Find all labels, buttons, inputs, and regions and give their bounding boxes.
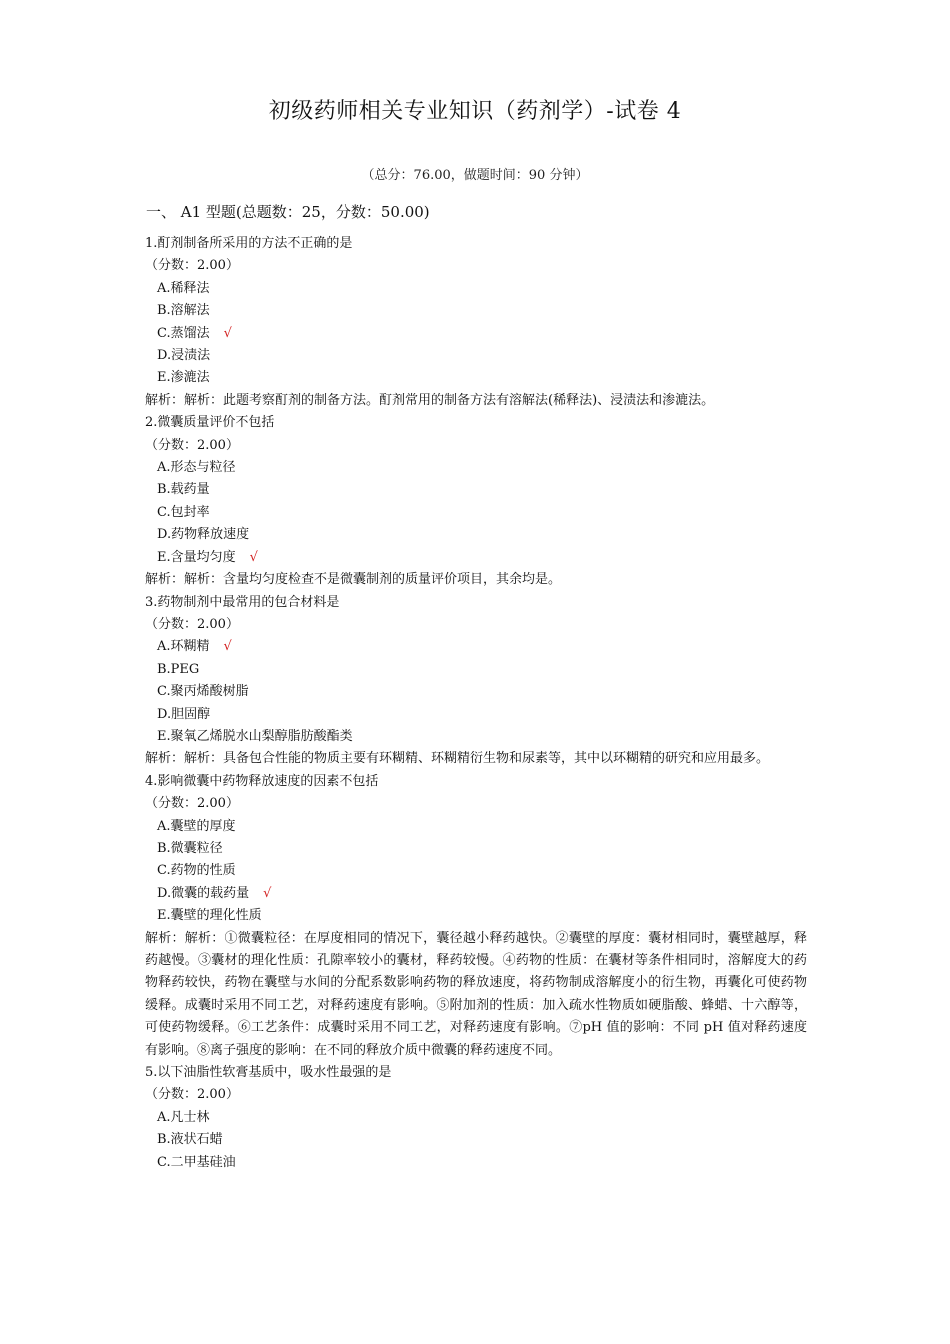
option-text: A.形态与粒径 [157, 460, 236, 476]
option-item [145, 345, 807, 367]
option-item [145, 659, 807, 681]
option-item [145, 636, 807, 658]
question-analysis: 解析：解析：①微囊粒径：在厚度相同的情况下，囊径越小释药越快。②囊壁的厚度：囊材相同时，囊壁越厚，释药越慢。③囊材的理化性质：孔隙率较小的囊材，释药较慢。④药物的性质：在囊材等条件相同时，溶解度大的药物释药较快，药物在囊壁与水间的分配系数影响药物的释放速度，将药物制成溶解度小的衍生物，再囊化可使药物缓释。成囊时采用不同工艺，对释药速度有影响。⑤附加剂的性质：加入疏水性物质如硬脂酸、蜂蜡、十六醇等，可使药物缓释。⑥工艺条件：成囊时采用不同工艺，对释药速度有影响。⑦pH 值的影响：不同 pH 值对释药速度有影响。⑧离子强度的影响：在不同的释放介质中微囊的释药速度不同。 [145, 930, 807, 1058]
option-item [145, 726, 807, 748]
option-item [145, 681, 807, 703]
option-text: A.凡士林 [157, 1109, 210, 1125]
correct-check-icon: √ [249, 549, 258, 565]
option-item [145, 1107, 807, 1129]
option-item [145, 300, 807, 322]
question-score: （分数：2.00） [145, 616, 239, 632]
question-block [145, 771, 807, 1062]
question-stem: 2.微囊质量评价不包括 [145, 415, 275, 431]
question-block [145, 592, 807, 771]
question-score: （分数：2.00） [145, 796, 239, 812]
page-title: 初级药师相关专业知识（药剂学）-试卷 4 [268, 99, 682, 124]
option-text: B.载药量 [157, 482, 210, 498]
option-text: C.蒸馏法 [157, 325, 210, 341]
question-score: （分数：2.00） [145, 437, 239, 453]
question-stem: 1.酊剂制备所采用的方法不正确的是 [145, 236, 353, 251]
question-analysis: 解析：解析：含量均匀度检查不是微囊制剂的质量评价项目，其余均是。 [145, 572, 562, 588]
option-item [145, 479, 807, 501]
question-block [145, 1062, 807, 1174]
option-text: D.微囊的载药量 [157, 885, 250, 901]
exam-meta: （总分：76.00，做题时间：90 分钟） [361, 168, 589, 183]
question-analysis: 解析：解析：具备包合性能的物质主要有环糊精、环糊精衍生物和尿素等，其中以环糊精的研究和应用最多。 [145, 751, 770, 767]
option-item [145, 323, 807, 345]
option-text: C.药物的性质 [157, 863, 236, 879]
question-block [145, 233, 807, 412]
option-text: C.二甲基硅油 [157, 1154, 236, 1170]
correct-check-icon: √ [223, 325, 232, 341]
option-text: E.渗漉法 [157, 370, 210, 386]
option-text: B.微囊粒径 [157, 840, 223, 856]
option-text: A.稀释法 [157, 280, 210, 296]
option-text: C.聚丙烯酸树脂 [157, 684, 249, 700]
option-text: B.PEG [157, 661, 200, 677]
option-text: C.包封率 [157, 504, 210, 520]
option-item [145, 816, 807, 838]
option-item [145, 905, 807, 927]
option-item [145, 367, 807, 389]
option-text: E.含量均匀度 [157, 549, 236, 565]
option-text: B.液状石蜡 [157, 1132, 223, 1148]
correct-check-icon: √ [263, 885, 272, 901]
question-stem: 3.药物制剂中最常用的包合材料是 [145, 594, 340, 610]
option-item [145, 524, 807, 546]
option-text: A.环糊精 [157, 639, 210, 655]
question-score: （分数：2.00） [145, 1087, 239, 1103]
question-stem: 4.影响微囊中药物释放速度的因素不包括 [145, 773, 379, 789]
option-text: B.溶解法 [157, 303, 210, 319]
question-score: （分数：2.00） [145, 258, 239, 274]
option-item [145, 1129, 807, 1151]
option-item [145, 704, 807, 726]
option-text: D.药物释放速度 [157, 527, 250, 543]
option-item [145, 547, 807, 569]
option-text: A.囊壁的厚度 [157, 818, 236, 834]
option-text: E.囊壁的理化性质 [157, 908, 262, 924]
question-list [145, 233, 807, 1174]
option-item [145, 457, 807, 479]
option-text: E.聚氧乙烯脱水山梨醇脂肪酸酯类 [157, 728, 353, 744]
question-analysis: 解析：解析：此题考察酊剂的制备方法。酊剂常用的制备方法有溶解法(稀释法)、浸渍法和渗漉法。 [145, 392, 715, 408]
option-text: D.浸渍法 [157, 348, 211, 364]
correct-check-icon: √ [223, 639, 232, 655]
option-item [145, 838, 807, 860]
option-item [145, 860, 807, 882]
option-text: D.胆固醇 [157, 706, 211, 722]
option-item [145, 278, 807, 300]
section-heading: 一、 A1 型题(总题数：25，分数：50.00) [146, 203, 430, 221]
question-stem: 5.以下油脂性软膏基质中，吸水性最强的是 [145, 1065, 392, 1081]
option-item [145, 1152, 807, 1174]
option-item [145, 502, 807, 524]
question-block [145, 412, 807, 591]
option-item [145, 883, 807, 905]
